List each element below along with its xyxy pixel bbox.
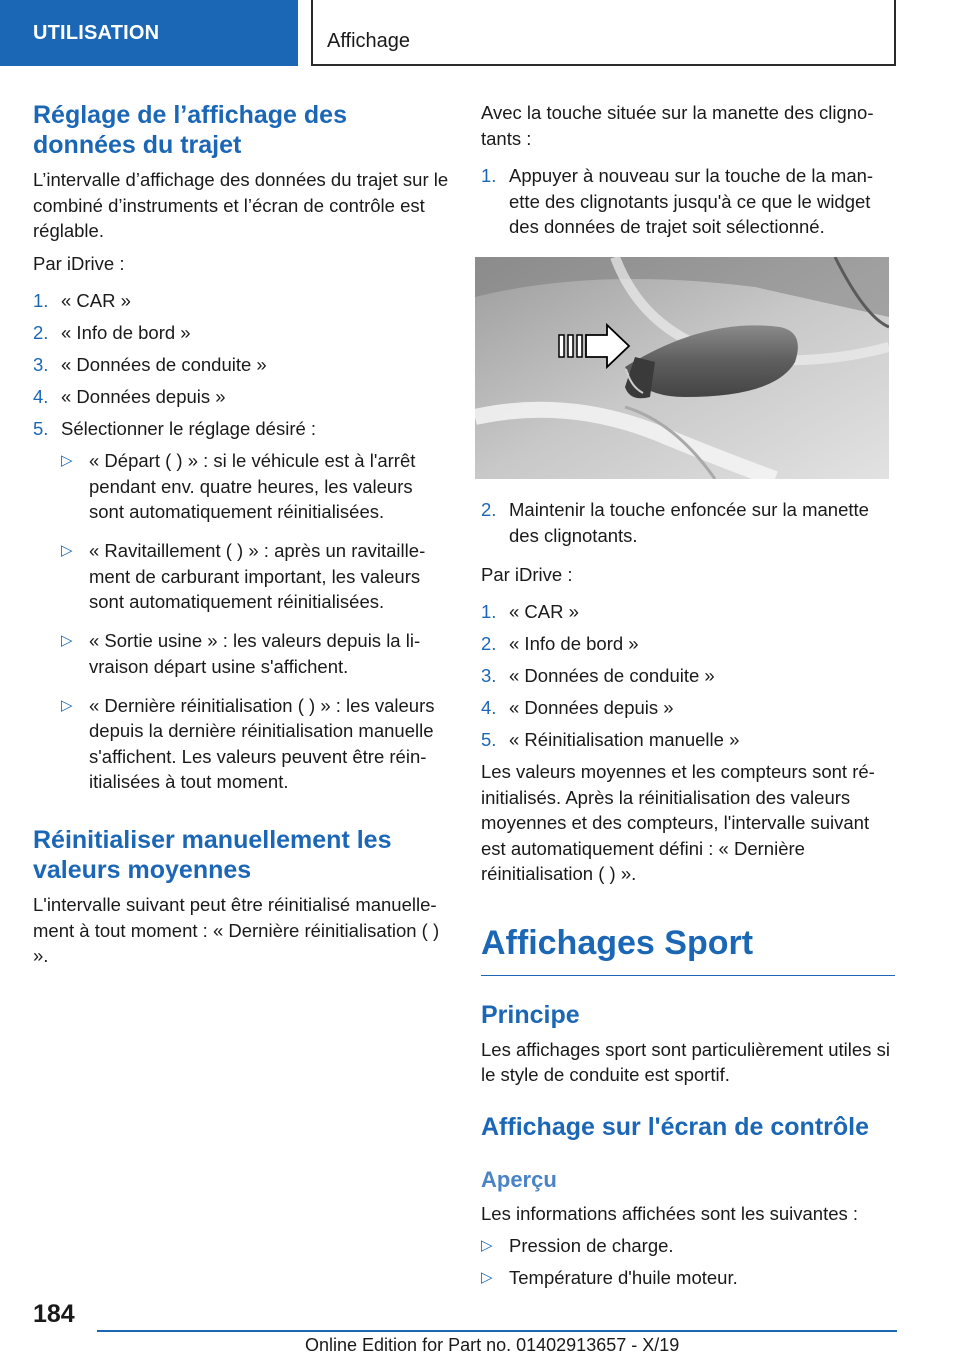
list-item: 3. « Données de conduite » xyxy=(33,354,267,375)
footer-divider xyxy=(97,1330,897,1332)
list-item: 5. Sélectionner le réglage désiré : xyxy=(33,418,317,439)
list-item: 1. « CAR » xyxy=(481,601,579,622)
chapter-title: Affichages Sport xyxy=(481,923,895,976)
list-item: 1. « CAR » xyxy=(33,290,131,311)
triangle-bullet-icon: ▷ xyxy=(481,1269,493,1286)
list-item: ▷ « Dernière réinitialisation ( ) » : les valeurs depuis la dernière réinitialisation manuelle s'affichent. Les valeurs peuvent être réinitialisées à tout moment. xyxy=(61,694,435,792)
list-item: 1. Appuyer à nouveau sur la touche de la manette des clignotants jusqu'à ce que le widget des données de trajet soit sélectionné. xyxy=(481,165,874,237)
triangle-bullet-icon: ▷ xyxy=(481,1237,493,1254)
principe-paragraph: Les affichages sport sont particulièrement utiles si le style de conduite est sportif. xyxy=(481,1038,890,1085)
reset-result-paragraph: Les valeurs moyennes et les compteurs sont réinitialisés. Après la réinitialisation des valeurs moyennes et des compteurs, l'intervalle suivant est automatiquement défini : « Dernière réinitialisation ( ) ». xyxy=(481,761,875,884)
list-item: 4. « Données depuis » xyxy=(33,386,226,407)
subsection-title-control-display: Affichage sur l'écran de contrôle xyxy=(481,1112,869,1141)
list-item: 2. « Info de bord » xyxy=(33,322,191,343)
intro-paragraph: L’intervalle d’affichage des données du trajet sur le combiné d’instruments et l’écran de contrôle est réglable. xyxy=(33,169,449,241)
section-title-trip-data: Réglage de l’affichage des données du trajet xyxy=(33,101,347,159)
apercu-paragraph: Les informations affichées sont les suivantes : xyxy=(481,1202,859,1224)
idrive-label: Par iDrive : xyxy=(481,563,573,585)
triangle-bullet-icon: ▷ xyxy=(61,632,73,649)
triangle-bullet-icon: ▷ xyxy=(61,542,73,559)
page-number: 184 xyxy=(33,1300,75,1328)
subsection-title-principe: Principe xyxy=(481,1000,580,1029)
list-item: 2. « Info de bord » xyxy=(481,633,639,654)
turn-signal-stalk-illustration xyxy=(475,257,889,479)
triangle-bullet-icon: ▷ xyxy=(61,452,73,469)
list-item: 3. « Données de conduite » xyxy=(481,665,715,686)
triangle-bullet-icon: ▷ xyxy=(61,696,73,714)
left-column xyxy=(33,100,449,969)
footer-edition: Online Edition for Part no. 01402913657 - X/19 xyxy=(305,1335,680,1355)
list-item: 2. Maintenir la touche enfoncée sur la manette des clignotants. xyxy=(481,499,869,546)
list-item: ▷ Température d'huile moteur. xyxy=(481,1265,895,1291)
section-tab: UTILISATION xyxy=(0,0,298,66)
list-item: ▷ « Départ ( ) » : si le véhicule est à l'arrêt pendant env. quatre heures, les valeurs sont automatiquement réinitialisées. xyxy=(61,450,416,522)
right-column xyxy=(481,100,895,1297)
idrive-label: Par iDrive : xyxy=(33,252,125,274)
subsection-title-apercu: Aperçu xyxy=(481,1166,557,1192)
section-title-reset: Réinitialiser manuellement les valeurs moyennes xyxy=(33,826,392,884)
list-item: ▷ « Sortie usine » : les valeurs depuis la livraison départ usine s'affichent. xyxy=(61,630,421,677)
topic-tab: Affichage xyxy=(311,0,896,66)
list-item: 5. « Réinitialisation manuelle » xyxy=(481,729,740,750)
list-item: ▷ Pression de charge. xyxy=(481,1233,895,1259)
stalk-intro: Avec la touche située sur la manette des clignotants : xyxy=(481,102,874,149)
list-item: ▷ « Ravitaillement ( ) » : après un ravitaillement de carburant important, les valeurs sont automatiquement réinitialisées. xyxy=(61,540,426,612)
reset-paragraph: L'intervalle suivant peut être réinitialisé manuellement à tout moment : « Dernière réinitialisation ( ) ». xyxy=(33,894,440,966)
list-item: 4. « Données depuis » xyxy=(481,697,674,718)
